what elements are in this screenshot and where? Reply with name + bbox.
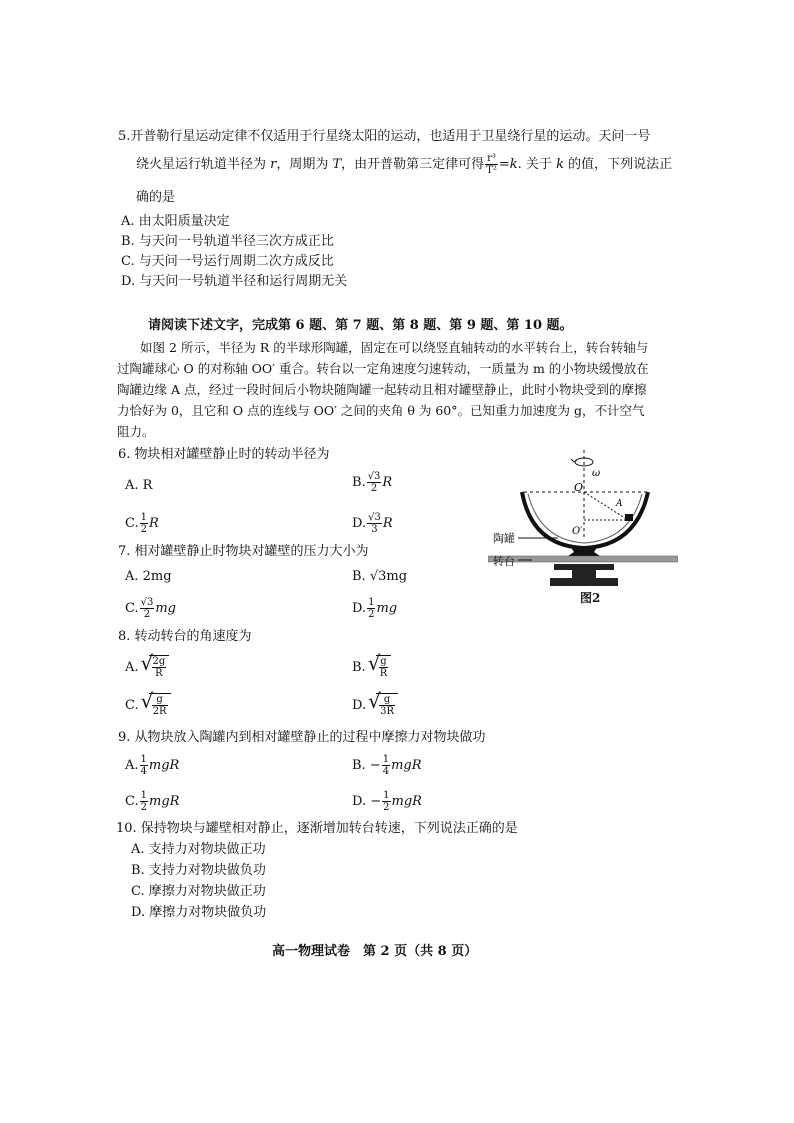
passage-line-5: 阻力。 bbox=[117, 424, 155, 439]
q9-option-b: B. − $\frac{1}{4}$ mgR bbox=[352, 754, 422, 777]
q8-option-a: A. √ $\frac{2g}{R}$ bbox=[125, 655, 169, 679]
o-prime-label: O′ bbox=[572, 526, 583, 537]
q10-stem: 10. 保持物块与罐壁相对静止，逐渐增加转台转速，下列说法正确的是 bbox=[116, 821, 518, 836]
q10-option-c: C. 摩擦力对物块做正功 bbox=[131, 884, 266, 899]
q6-stem: 6. 物块相对罐壁静止时的转动半径为 bbox=[118, 447, 330, 462]
page-footer: 高一物理试卷 第 2 页（共 8 页） bbox=[272, 944, 478, 959]
jar-base bbox=[568, 546, 600, 556]
label-jar: 陶罐 bbox=[493, 532, 515, 545]
q5-stem-line3: 确的是 bbox=[136, 190, 176, 205]
point-a-label: A bbox=[616, 499, 623, 509]
passage-line-1: 如图 2 所示，半径为 R 的半球形陶罐，固定在可以绕竖直轴转动的水平转台上，转台转轴与 bbox=[140, 340, 649, 355]
q9-option-a: A. $\frac{1}{4}$ mgR bbox=[125, 754, 180, 777]
figure-2 bbox=[488, 448, 678, 608]
q7-option-b: B. √3mg bbox=[352, 569, 408, 584]
block bbox=[625, 514, 633, 521]
q5-option-d: D. 与天问一号轨道半径和运行周期无关 bbox=[121, 274, 348, 289]
q10-option-b: B. 支持力对物块做负功 bbox=[131, 863, 266, 878]
label-turntable: 转台 bbox=[493, 555, 515, 568]
q7-option-a: A. 2mg bbox=[125, 569, 172, 584]
q9-option-d: D. − $\frac{1}{2}$ mgR bbox=[352, 790, 422, 813]
q5-option-a: A. 由太阳质量决定 bbox=[121, 214, 230, 229]
q6-option-c: C. $\frac{1}{2}$ R bbox=[125, 512, 159, 535]
q7-option-d: D. $\frac{1}{2}$ mg bbox=[352, 597, 398, 620]
q8-option-d: D. √ $\frac{g}{3R}$ bbox=[352, 693, 398, 717]
figure-caption: 图2 bbox=[580, 591, 601, 605]
passage-line-3: 陶罐边缘 A 点，经过一段时间后小物块随陶罐一起转动且相对罐壁静止，此时小物块受到的摩擦 bbox=[117, 382, 647, 397]
turntable bbox=[488, 556, 678, 562]
q8-stem: 8. 转动转台的角速度为 bbox=[118, 629, 252, 644]
passage-line-4: 力恰好为 0，且它和 O 点的连线与 OO′ 之间的夹角 θ 为 60°。已知重力加速度为 g，不计空气 bbox=[117, 403, 645, 418]
q5-fraction: $\frac{\text{r³}}{\text{T²}}$ bbox=[486, 153, 497, 176]
q9-option-c: C. $\frac{1}{2}$ mgR bbox=[125, 790, 180, 813]
q5-option-b: B. 与天问一号轨道半径三次方成正比 bbox=[121, 234, 334, 249]
passage-line-2: 过陶罐球心 O 的对称轴 OO′ 重合。转台以一定角速度匀速转动，一质量为 m 的小物块缓慢放在 bbox=[117, 361, 649, 376]
q6-option-d: D. $\frac{√3}{3}$ R bbox=[352, 512, 393, 535]
omega-label: ω bbox=[592, 468, 601, 479]
q7-option-c: C. $\frac{√3}{2}$ mg bbox=[125, 597, 177, 620]
q7-stem: 7. 相对罐壁静止时物块对罐壁的压力大小为 bbox=[118, 544, 369, 559]
stand-bottom bbox=[550, 578, 618, 586]
q8-option-b: B. √ $\frac{g}{R}$ bbox=[352, 655, 391, 679]
q5-stem-line1: 5.开普勒行星运动定律不仅适用于行星绕太阳的运动，也适用于卫星绕行星的运动。天问一号 bbox=[118, 129, 651, 144]
q8-option-c: C. √ $\frac{g}{2R}$ bbox=[125, 693, 171, 717]
q10-option-a: A. 支持力对物块做正功 bbox=[131, 842, 266, 857]
q10-option-d: D. 摩擦力对物块做负功 bbox=[131, 905, 267, 920]
q6-option-b: B. $\frac{√3}{2}$ R bbox=[352, 471, 393, 494]
center-o-label: O bbox=[574, 481, 584, 494]
q5-stem-line2: 绕火星运行轨道半径为 r，周期为 T，由开普勒第三定律可得 $\frac{\text{r³}}{\text{T²}}$ =k. 关于 k 的值，下列说法正 bbox=[136, 153, 673, 176]
q6-option-a: A. R bbox=[125, 478, 153, 493]
passage-heading: 请阅读下述文字，完成第 6 题、第 7 题、第 8 题、第 9 题、第 10 题。 bbox=[148, 318, 573, 333]
q5-option-c: C. 与天问一号运行周期二次方成反比 bbox=[121, 254, 334, 269]
q9-stem: 9. 从物块放入陶罐内到相对罐壁静止的过程中摩擦力对物块做功 bbox=[118, 730, 486, 745]
stand-top bbox=[554, 564, 614, 570]
